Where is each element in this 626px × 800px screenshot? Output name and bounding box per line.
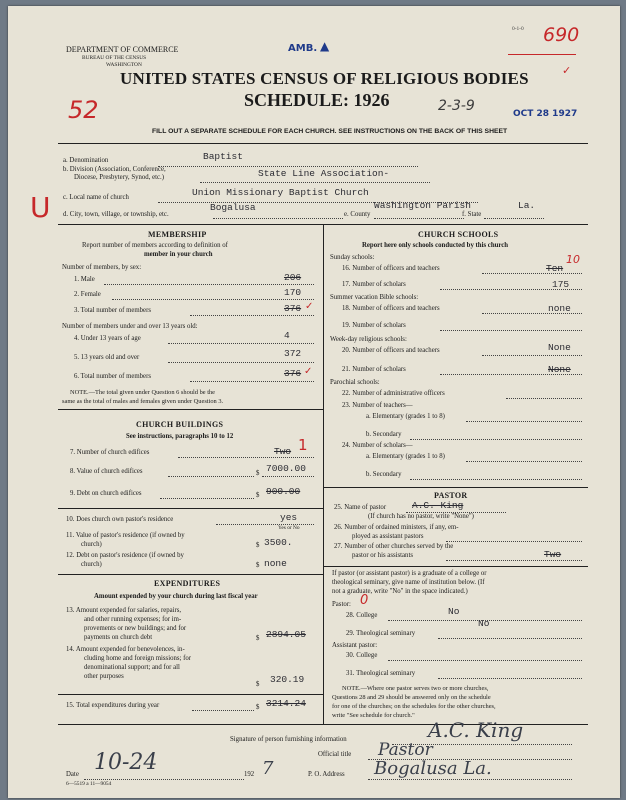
dept-label: DEPARTMENT OF COMMERCE: [66, 45, 179, 54]
q27-value: Two: [544, 549, 562, 560]
q14-dollar: $: [256, 681, 260, 688]
q12-label-1: 12. Debt on pastor's residence (if owned by: [66, 552, 184, 559]
q2-value: 170: [284, 287, 302, 298]
q31-line: [438, 678, 582, 679]
q20-value: None: [548, 342, 571, 353]
q16-value: Ten: [546, 263, 564, 274]
form-number: 6—5519 a 11—9054: [66, 781, 112, 787]
q6-line: [190, 381, 314, 382]
q22-line: [506, 398, 582, 399]
form-title: UNITED STATES CENSUS OF RELIGIOUS BODIES: [120, 69, 529, 88]
schedule-title: SCHEDULE: 1926: [244, 90, 390, 110]
q15-line: [192, 710, 254, 711]
state-line: [484, 218, 544, 219]
census-schedule-sheet: [8, 6, 620, 798]
q27-label-2: pastor or his assistants: [352, 552, 413, 559]
official-title-value: Pastor: [378, 740, 433, 760]
q21-label: 21. Number of scholars: [342, 366, 406, 373]
q23a-line: [466, 421, 582, 422]
grad-instruction-1: If pastor (or assistant pastor) is a graduate of a college or: [332, 570, 487, 577]
sunday-label: Sunday schools:: [330, 254, 375, 261]
red-letter-u: U: [30, 191, 51, 224]
q1-label: 1. Male: [74, 276, 95, 283]
q6-check-icon: ✓: [304, 366, 313, 377]
q3-check-icon: ✓: [305, 301, 314, 312]
q23-label: 23. Number of teachers—: [342, 402, 413, 409]
triangle-stamp-icon: ▲: [320, 39, 330, 53]
q13-label-3: provements or new buildings; and for: [84, 625, 187, 632]
members-by-sex-label: Number of members, by sex:: [62, 264, 142, 271]
q29-line: [438, 638, 582, 639]
q23a-label: a. Elementary (grades 1 to 8): [366, 413, 445, 420]
q24-label: 24. Number of scholars—: [342, 442, 413, 449]
year-value: 7: [262, 758, 274, 779]
q22-label: 22. Number of administrative officers: [342, 390, 445, 397]
signature-value: A.C. King: [428, 718, 524, 742]
q7-line: [178, 457, 314, 458]
bureau-label: BUREAU OF THE CENSUS: [82, 55, 147, 61]
q12-label-2: church): [81, 561, 102, 568]
q10-value: yes: [280, 512, 298, 523]
division-label-2: Diocese, Presbytery, Synod, etc.): [74, 174, 164, 181]
q13-label-2: and other running expenses; for im-: [84, 616, 182, 623]
po-address-label: P. O. Address: [308, 771, 345, 778]
q8-value: 7000.00: [266, 463, 306, 474]
buildings-subheading: See instructions, paragraphs 10 to 12: [126, 433, 234, 440]
pastor-heading: PASTOR: [434, 491, 468, 500]
membership-intro-2: member in your church: [144, 251, 213, 258]
q2-line: [112, 299, 314, 300]
grad-instruction-2: theological seminary, give name of institution below. (If: [332, 579, 485, 586]
schools-heading: CHURCH SCHOOLS: [418, 230, 499, 239]
q15-dollar: $: [256, 704, 260, 711]
code-underline: [508, 54, 576, 55]
pastor-note-2: Questions 28 and 29 should be answered only on the schedule: [332, 694, 491, 701]
code-top-small: 0-1-0: [512, 26, 524, 32]
q7-value: Two: [274, 446, 292, 457]
column-divider: [323, 224, 324, 724]
q27-line: [446, 560, 582, 561]
pastor-rule: [323, 566, 588, 567]
po-address-line: [368, 779, 572, 780]
q5-label: 5. 13 years old and over: [74, 354, 140, 361]
q11-dollar: $: [256, 542, 260, 549]
q6-label: 6. Total number of members: [74, 373, 151, 380]
q29-value: No: [478, 618, 490, 629]
q8-amount-line: [262, 476, 314, 477]
q7-label: 7. Number of church edifices: [70, 449, 150, 456]
pastor-note-3: for one of the churches; on the schedules for the other churches,: [332, 703, 496, 710]
q3-line: [190, 315, 314, 316]
q24b-line: [410, 479, 582, 480]
q8-label: 8. Value of church edifices: [70, 468, 143, 475]
pastor-note-4: write "See schedule for church.": [332, 712, 415, 719]
red-number-52: 52: [68, 96, 99, 124]
code-top-red: 690: [543, 24, 580, 46]
membership-intro-1: Report number of members according to definition of: [82, 242, 228, 249]
q10-label: 10. Does church own pastor's residence: [66, 516, 174, 523]
schools-subheading: Report here only schools conducted by this church: [362, 242, 509, 249]
q28-label: 28. College: [346, 612, 378, 619]
q1-value: 206: [284, 272, 302, 283]
age-intro-label: Number of members under and over 13 years old:: [62, 323, 198, 330]
q23b-label: b. Secondary: [366, 431, 402, 438]
pencil-date-note: 2-3-9: [438, 98, 475, 114]
city-line: [213, 218, 343, 219]
denomination-line: [158, 166, 418, 167]
q6-value: 376: [284, 368, 302, 379]
summer-label: Summer vacation Bible schools:: [330, 294, 419, 301]
q19-label: 19. Number of scholars: [342, 322, 406, 329]
q29-label: 29. Theological seminary: [346, 630, 416, 637]
division-value: State Line Association-: [258, 168, 390, 179]
q2-label: 2. Female: [74, 291, 101, 298]
membership-heading: MEMBERSHIP: [148, 230, 207, 239]
washington-label: WASHINGTON: [106, 62, 142, 68]
q24a-line: [466, 461, 582, 462]
q16-red-value: 10: [566, 253, 580, 266]
q17-value: 175: [552, 279, 570, 290]
q14-label-2: cluding home and foreign missions; for: [84, 655, 192, 662]
assistant-label: Assistant pastor:: [332, 642, 378, 649]
q25-hint: (If church has no pastor, write "None"): [368, 513, 474, 520]
q5-value: 372: [284, 348, 302, 359]
q10-hint: Yes or No: [278, 525, 300, 531]
q16-line: [482, 273, 582, 274]
red-check-top-icon: ✓: [562, 64, 572, 77]
q17-label: 17. Number of scholars: [342, 281, 406, 288]
q18-value: none: [548, 303, 571, 314]
q13-value: 2894.05: [266, 629, 306, 640]
q9-dollar: $: [256, 492, 260, 499]
year-prefix: 192: [244, 771, 255, 778]
membership-rule: [58, 409, 323, 410]
state-value: La.: [518, 200, 536, 211]
expenditures-subheading: Amount expended by your church during last fiscal year: [94, 593, 258, 600]
q9-line: [160, 498, 254, 499]
q21-value: None: [548, 364, 571, 375]
header-rule: [58, 143, 588, 144]
q4-value: 4: [284, 330, 290, 341]
membership-note-2: same as the total of males and females given under Question 3.: [62, 398, 224, 405]
q31-label: 31. Theological seminary: [346, 670, 416, 677]
q9-value: 900.00: [266, 486, 301, 497]
q14-label-3: denominational support; and for all: [84, 664, 180, 671]
q9-label: 9. Debt on church edifices: [70, 490, 142, 497]
q18-label: 18. Number of officers and teachers: [342, 305, 440, 312]
buildings-rule-b: [58, 574, 323, 575]
denomination-value: Baptist: [203, 151, 243, 162]
date-value: 10-24: [94, 750, 158, 775]
schools-rule: [323, 487, 588, 488]
q26-label-2: ployed as assistant pastors: [352, 533, 424, 540]
q12-value: none: [264, 558, 287, 569]
city-label: d. City, town, village, or township, etc.: [63, 211, 169, 218]
q1-line: [104, 284, 314, 285]
q19-line: [440, 330, 582, 331]
instruction-line: FILL OUT A SEPARATE SCHEDULE FOR EACH CHURCH. SEE INSTRUCTIONS ON THE BACK OF THIS SHEET: [152, 128, 508, 135]
q14-label-4: other purposes: [84, 673, 124, 680]
po-address-value: Bogalusa La.: [374, 758, 492, 779]
q24b-label: b. Secondary: [366, 471, 402, 478]
q4-label: 4. Under 13 years of age: [74, 335, 141, 342]
q11-label-2: church): [81, 541, 102, 548]
q28-value: No: [448, 606, 460, 617]
q11-label-1: 11. Value of pastor's residence (if owned by: [66, 532, 185, 539]
received-date-stamp: OCT 28 1927: [513, 109, 578, 119]
signature-label: Signature of person furnishing information: [230, 736, 347, 743]
q26-line: [446, 541, 582, 542]
county-line: [374, 218, 464, 219]
q13-dollar: $: [256, 635, 260, 642]
parochial-label: Parochial schools:: [330, 379, 380, 386]
expenditures-heading: EXPENDITURES: [154, 579, 221, 588]
q25-value: A.C. King: [412, 500, 464, 511]
division-line: [200, 182, 430, 183]
q11-value: 3500.: [264, 537, 293, 548]
q13-label-1: 13. Amount expended for salaries, repairs,: [66, 607, 182, 614]
q15-value: 3214.24: [266, 698, 306, 709]
pastor-red-mark: 0: [360, 593, 369, 608]
date-label: Date: [66, 771, 79, 778]
pastor-sublabel: Pastor:: [332, 601, 351, 608]
grad-instruction-3: not a graduate, write "No" in the space indicated.): [332, 588, 468, 595]
denomination-label: a. Denomination: [63, 157, 109, 164]
q30-line: [388, 660, 582, 661]
q24a-label: a. Elementary (grades 1 to 8): [366, 453, 445, 460]
q7-red-value: 1: [298, 436, 308, 454]
q8-dollar: $: [256, 470, 260, 477]
q20-line: [482, 355, 582, 356]
church-name-label: c. Local name of church: [63, 194, 129, 201]
county-value: Washington Parish: [374, 200, 471, 211]
q15-label: 15. Total expenditures during year: [66, 702, 160, 709]
buildings-rule-a: [58, 508, 323, 509]
pastor-note-1: NOTE.—Where one pastor serves two or more churches,: [342, 685, 489, 692]
date-line: [84, 779, 244, 780]
q27-label-1: 27. Number of other churches served by the: [334, 543, 454, 550]
q30-label: 30. College: [346, 652, 378, 659]
q26-label-1: 26. Number of ordained ministers, if any, em-: [334, 524, 459, 531]
church-name-value: Union Missionary Baptist Church: [192, 187, 369, 198]
q16-label: 16. Number of officers and teachers: [342, 265, 440, 272]
official-title-label: Official title: [318, 751, 352, 758]
weekday-label: Week-day religious schools:: [330, 336, 407, 343]
membership-note-1: NOTE.—The total given under Question 6 should be the: [70, 389, 216, 396]
amb-stamp: AMB.: [288, 43, 318, 54]
q14-label-1: 14. Amount expended for benevolences, in-: [66, 646, 185, 653]
q25-label: 25. Name of pastor: [334, 504, 387, 511]
buildings-heading: CHURCH BUILDINGS: [136, 420, 224, 429]
q12-dollar: $: [256, 562, 260, 569]
county-label: e. County: [344, 211, 371, 218]
city-value: Bogalusa: [210, 202, 256, 213]
q13-label-4: payments on church debt: [84, 634, 153, 641]
q3-value: 376: [284, 303, 302, 314]
division-label: b. Division (Association, Conference,: [63, 166, 166, 173]
q20-label: 20. Number of officers and teachers: [342, 347, 440, 354]
state-label: f. State: [462, 211, 482, 218]
expenditures-rule: [58, 694, 323, 695]
q5-line: [168, 362, 314, 363]
q8-line: [168, 476, 254, 477]
q3-label: 3. Total number of members: [74, 307, 151, 314]
q4-line: [168, 343, 314, 344]
q23b-line: [410, 439, 582, 440]
q14-value: 320.19: [270, 674, 305, 685]
